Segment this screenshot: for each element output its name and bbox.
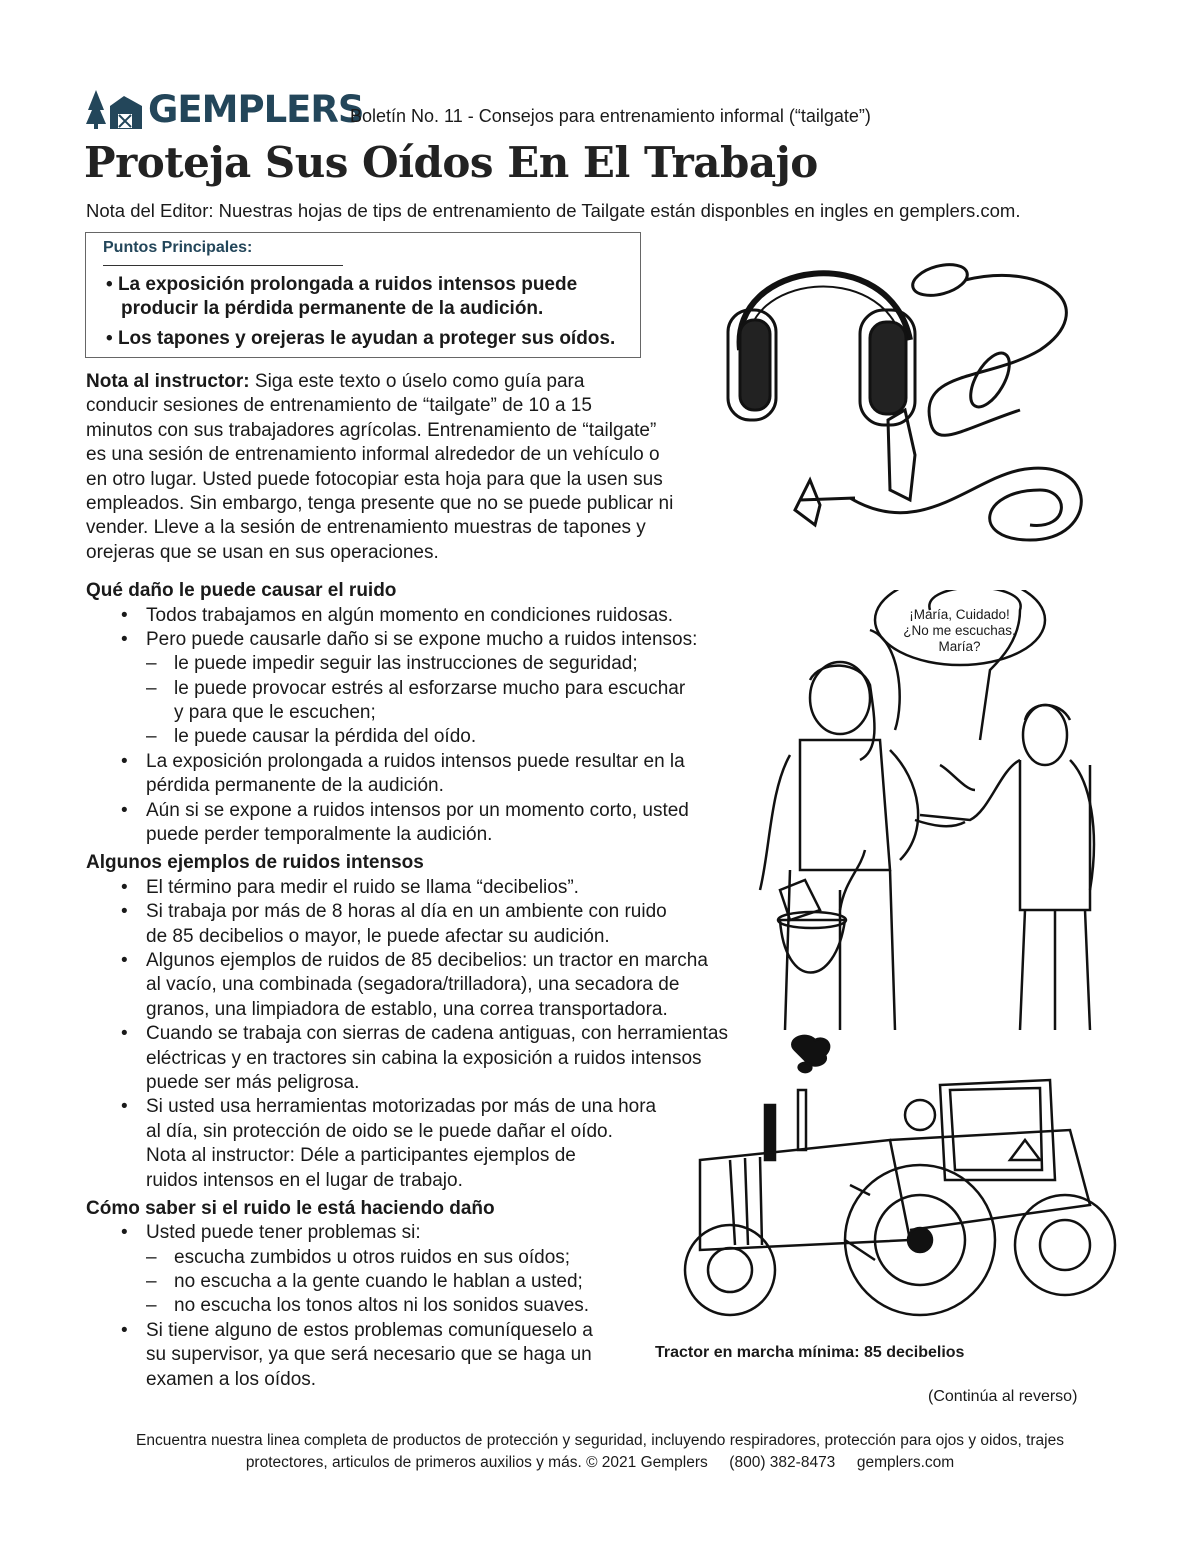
- instructor-note-lead: Nota al instructor:: [86, 371, 250, 392]
- list-item-continuation: granos, una limpiadora de establo, una correa transportadora.: [146, 998, 668, 1020]
- list-item-continuation: al vacío, una combinada (segadora/trilladora), una secadora de: [146, 974, 680, 996]
- footer-line: protectores, articulos de primeros auxilios y más. © 2021 Gemplers (800) 382-8473 gemplers.com: [245, 1454, 955, 1471]
- instructor-note-line: minutos con sus trabajadores agrícolas. Entrenamiento de “tailgate”: [86, 419, 657, 441]
- dash-item: – no escucha los tonos altos ni los sonidos suaves.: [86, 1294, 766, 1318]
- list-item-continuation: al día, sin protección de oido se le puede dañar el oído.: [146, 1120, 613, 1142]
- list-item-continuation: pérdida permanente de la audición.: [146, 775, 444, 797]
- key-points-title: Puntos Principales:: [103, 239, 253, 256]
- instructor-note-line: empleados. Sin embargo, tenga presente que no se puede publicar ni: [86, 492, 674, 514]
- list-item-continuation: examen a los oídos.: [146, 1368, 317, 1390]
- dash-item: – le puede impedir seguir las instrucciones de seguridad;: [86, 652, 766, 676]
- bullet-item: • Todos trabajamos en algún momento en condiciones ruidosas.: [86, 604, 766, 628]
- list-item-continuation: su supervisor, ya que será necesario que se haga un: [146, 1344, 592, 1366]
- list-item-continuation: eléctricas y en tractores sin cabina la exposición a ruidos intensos: [146, 1047, 702, 1069]
- bulletin-number: Boletín No. 11 - Consejos para entrenamiento informal (“tailgate”): [350, 106, 871, 126]
- instructor-note-line: conducir sesiones de entrenamiento de “tailgate” de 10 a 15: [86, 395, 592, 417]
- list-item-continuation: puede ser más peligrosa.: [146, 1071, 360, 1093]
- workers-illustration: [750, 590, 1170, 1050]
- instructor-note-line: [86, 370, 766, 394]
- key-point: • La exposición prolongada a ruidos intensos puede producir la pérdida permanente de la audición.: [106, 274, 578, 319]
- section-heading: Qué daño le puede causar el ruido: [86, 580, 397, 602]
- tractor-caption: Tractor en marcha mínima: 85 decibelios: [655, 1344, 965, 1361]
- bullet-item: • Si tiene alguno de estos problemas comuníqueselo a: [86, 1319, 766, 1343]
- bullet-item: • Pero puede causarle daño si se expone mucho a ruidos intensos:: [86, 628, 766, 652]
- body-text: [86, 370, 766, 1392]
- footer-line: Encuentra nuestra linea completa de productos de protección y seguridad, incluyendo respiradores, protección para ojos y oidos, trajes: [136, 1432, 1064, 1449]
- tractor-illustration: [670, 1030, 1120, 1330]
- key-points-box: [85, 232, 641, 358]
- list-item-continuation: ruidos intensos en el lugar de trabajo.: [146, 1169, 463, 1191]
- list-item-continuation: puede perder temporalmente la audición.: [146, 824, 493, 846]
- instructor-note-line: vender. Lleve a la sesión de entrenamiento muestras de tapones y: [86, 517, 646, 539]
- hearing-protection-illustration: [720, 240, 1120, 560]
- divider: [103, 265, 343, 266]
- list-item-continuation: de 85 decibelios o mayor, le puede afectar su audición.: [146, 925, 610, 947]
- instructor-note-line: en otro lugar. Usted puede fotocopiar esta hoja para que la usen sus: [86, 468, 663, 490]
- bullet-item: • La exposición prolongada a ruidos intensos puede resultar en la: [86, 750, 766, 774]
- instructor-note-line: orejeras que se usan en sus operaciones.: [86, 541, 439, 563]
- footer: [0, 1430, 1200, 1474]
- page-title: Proteja Sus Oídos En El Trabajo: [84, 138, 818, 187]
- section-heading: Algunos ejemplos de ruidos intensos: [86, 852, 424, 874]
- list-item-continuation: Nota al instructor: Déle a participantes ejemplos de: [146, 1145, 576, 1167]
- speech-bubble: ¡María, Cuidado! ¿No me escuchas, María?: [903, 607, 1016, 654]
- trees-barn-icon: [86, 88, 144, 130]
- dash-item: – le puede causar la pérdida del oído.: [86, 725, 766, 749]
- list-item-continuation: y para que le escuchen;: [174, 702, 376, 724]
- dash-item: – le puede provocar estrés al esforzarse mucho para escuchar: [86, 677, 766, 701]
- bullet-item: • Aún si se expone a ruidos intensos por un momento corto, usted: [86, 799, 766, 823]
- key-point: • Los tapones y orejeras le ayudan a proteger sus oídos.: [106, 328, 616, 349]
- section-heading: Cómo saber si el ruido le está haciendo daño: [86, 1197, 495, 1219]
- logo-text: GEMPLERS: [148, 88, 364, 131]
- dash-item: – no escucha a la gente cuando le hablan a usted;: [86, 1270, 766, 1294]
- continue-note: (Continúa al reverso): [928, 1388, 1078, 1405]
- bullet-item: • El término para medir el ruido se llama “decibelios”.: [86, 876, 766, 900]
- instructor-note-line: es una sesión de entrenamiento informal alrededor de un vehículo o: [86, 444, 660, 466]
- dash-item: – escucha zumbidos u otros ruidos en sus oídos;: [86, 1246, 766, 1270]
- bullet-item: • Algunos ejemplos de ruidos de 85 decibelios: un tractor en marcha: [86, 949, 766, 973]
- bullet-item: • Cuando se trabaja con sierras de cadena antiguas, con herramientas: [86, 1022, 766, 1046]
- bullet-item: • Usted puede tener problemas si:: [86, 1221, 766, 1245]
- bullet-item: • Si trabaja por más de 8 horas al día en un ambiente con ruido: [86, 900, 766, 924]
- instructor-note-text: Siga este texto o úselo como guía para: [249, 371, 585, 392]
- editor-note: Nota del Editor: Nuestras hojas de tips de entrenamiento de Tailgate están disponbles en ingles en gemplers.com.: [86, 200, 1021, 221]
- gemplers-logo: [86, 88, 364, 130]
- bullet-item: • Si usted usa herramientas motorizadas por más de una hora: [86, 1095, 766, 1119]
